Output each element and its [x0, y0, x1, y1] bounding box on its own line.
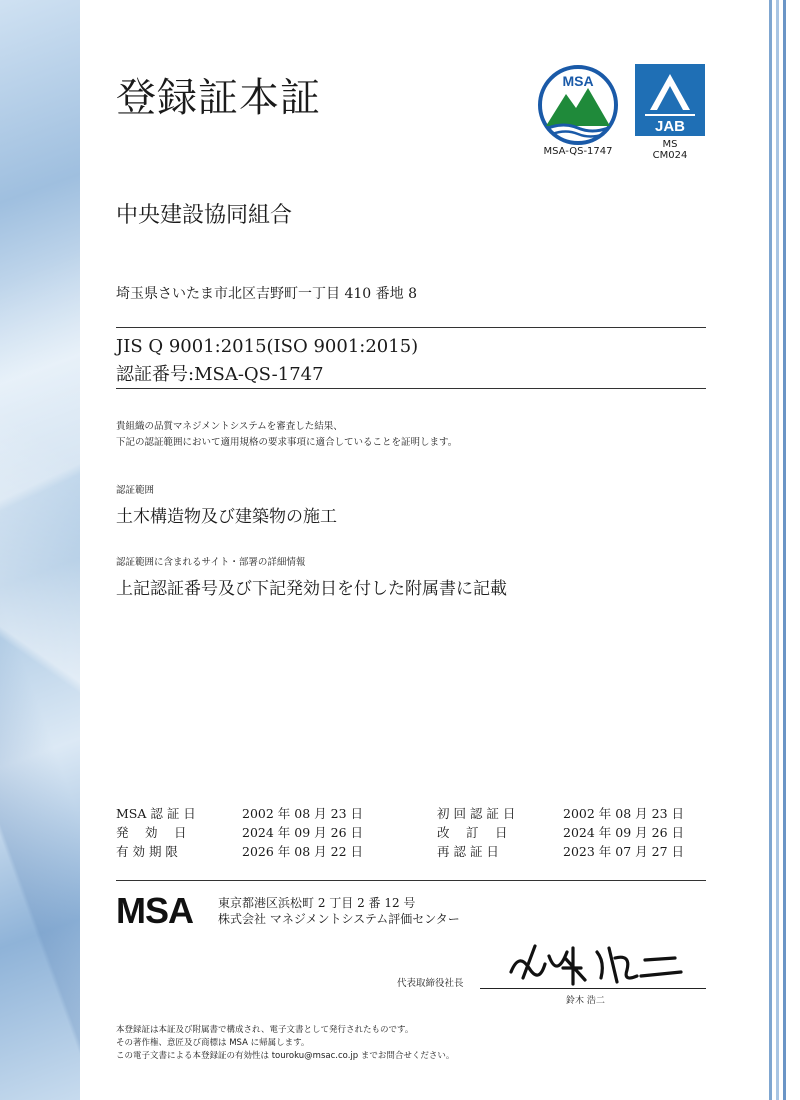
note-line: この電子文書による本登録証の有効性は touroku@msac.co.jp までお問合せください。: [116, 1051, 455, 1061]
statement-line-2: 下記の認証範囲において適用規格の要求事項に適合していることを証明します。: [116, 437, 458, 448]
issuer-address: 東京都港区浜松町 2 丁目 2 番 12 号: [218, 896, 416, 910]
msa-logo-text: MSA: [562, 73, 594, 89]
organization-name: 中央建設協同組合: [116, 203, 293, 228]
scope-label: 認証範囲: [116, 485, 155, 496]
date-label: 再 認 証 日: [437, 844, 499, 859]
jab-caption-line1: MS: [662, 139, 678, 150]
date-value: 2024 年 09 月 26 日: [242, 825, 363, 840]
date-value: 2024 年 09 月 26 日: [563, 825, 684, 840]
signature-line: [480, 988, 706, 989]
certificate-title: 登録証本証: [116, 75, 321, 121]
date-label: 改 訂 日: [437, 825, 508, 840]
decorative-right-stripe: [783, 0, 786, 1100]
date-label: 発 効 日: [116, 825, 187, 840]
certificate-number: 認証番号:MSA-QS-1747: [116, 364, 324, 385]
jab-logo-text: JAB: [654, 118, 686, 135]
date-label: 有 効 期 限: [116, 844, 178, 859]
certified-standard: JIS Q 9001:2015(ISO 9001:2015): [116, 336, 419, 357]
sites-label: 認証範囲に含まれるサイト・部署の詳細情報: [116, 557, 306, 568]
date-label: 初 回 認 証 日: [437, 806, 516, 821]
decorative-right-stripe: [769, 0, 772, 1100]
date-value: 2002 年 08 月 23 日: [563, 806, 684, 821]
decorative-right-stripe: [776, 0, 779, 1100]
msa-logo-caption: MSA-QS-1747: [543, 146, 613, 157]
issuer-name: 株式会社 マネジメントシステム評価センター: [218, 912, 460, 926]
date-row: [116, 804, 363, 823]
date-value: 2023 年 07 月 27 日: [563, 844, 684, 859]
note-line: 本登録証は本証及び附属書で構成され、電子文書として発行されたものです。: [116, 1025, 414, 1035]
date-row: [437, 804, 684, 823]
date-label: MSA 認 証 日: [116, 806, 196, 821]
msa-footer-logo-text: MSA: [116, 893, 193, 927]
signatory-name: 鈴木 浩二: [566, 996, 605, 1006]
divider-top: [116, 327, 706, 328]
statement-line-1: 貴組織の品質マネジメントシステムを審査した結果、: [116, 421, 343, 432]
jab-caption-line2: CM024: [652, 150, 688, 161]
msa-footer-logo: [116, 893, 208, 927]
date-value: 2002 年 08 月 23 日: [242, 806, 363, 821]
jab-logo-caption: [635, 139, 705, 161]
decorative-left-band: [0, 0, 80, 1100]
sites-value: 上記認証番号及び下記発効日を付した附属書に記載: [116, 579, 507, 599]
date-row: [437, 823, 684, 842]
handwritten-signature: [505, 938, 685, 990]
organization-address: 埼玉県さいたま市北区吉野町一丁目 410 番地 8: [116, 286, 417, 302]
dates-left-block: [116, 804, 363, 861]
divider-bottom: [116, 388, 706, 389]
date-row: [116, 842, 363, 861]
dates-right-block: [437, 804, 684, 861]
divider-footer: [116, 880, 706, 881]
signatory-title: 代表取締役社長: [397, 978, 464, 989]
footer-notes: [116, 1024, 454, 1063]
note-line: その著作権、意匠及び商標は MSA に帰属します。: [116, 1038, 310, 1048]
date-value: 2026 年 08 月 22 日: [242, 844, 363, 859]
jab-accreditation-logo: [635, 64, 705, 136]
date-row: [116, 823, 363, 842]
msa-certification-logo: [534, 64, 622, 146]
date-row: [437, 842, 684, 861]
scope-value: 土木構造物及び建築物の施工: [116, 507, 337, 527]
